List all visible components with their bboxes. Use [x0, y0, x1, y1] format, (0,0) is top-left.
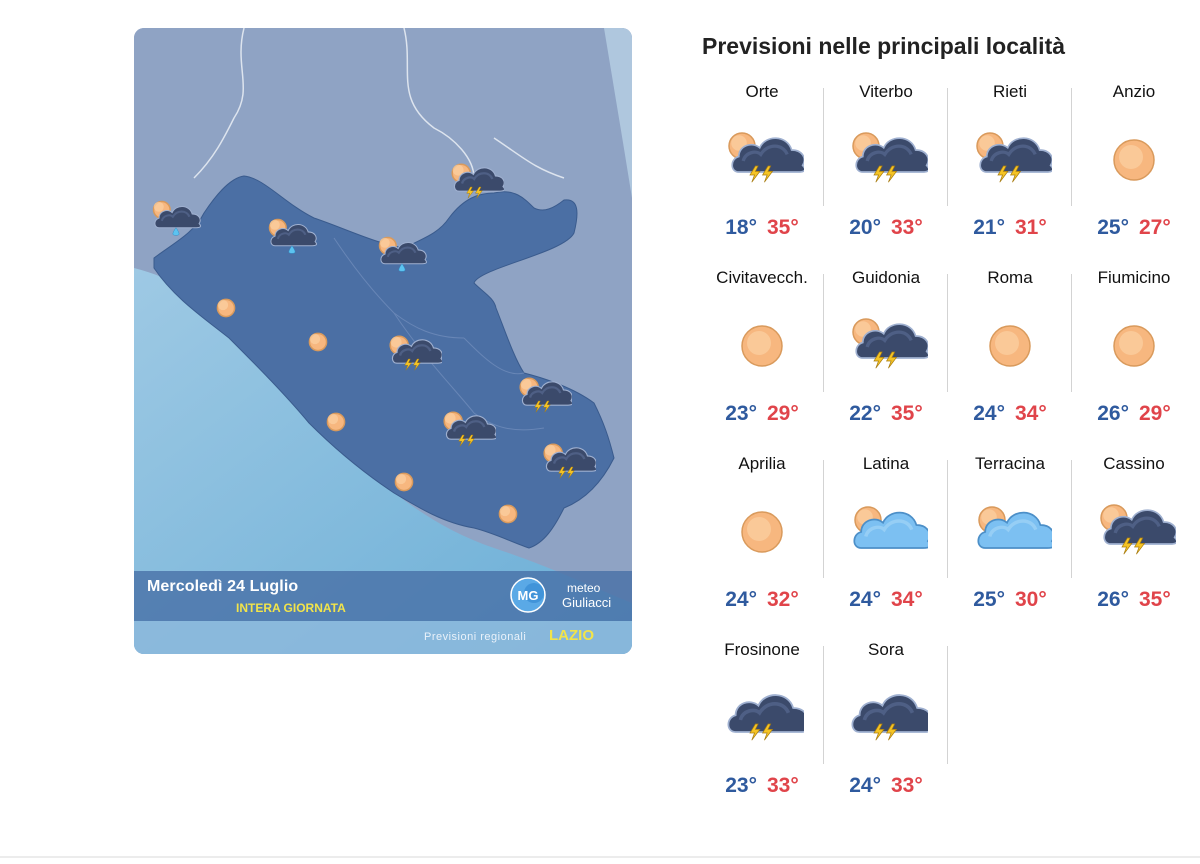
max-temperature: 35° [1139, 588, 1171, 611]
map-sun-icon [208, 290, 244, 326]
city-temperatures [700, 588, 824, 612]
max-temperature: 33° [767, 774, 799, 797]
city-name: Cassino [1103, 454, 1165, 473]
city-name: Orte [745, 82, 779, 101]
city-name: Latina [862, 454, 910, 473]
max-temperature: 32° [767, 588, 799, 611]
region-name: LAZIO [549, 627, 594, 644]
city-temperatures [700, 774, 824, 798]
brand-text-meteo: meteo [567, 581, 601, 595]
max-temperature: 31° [1015, 216, 1047, 239]
sun-icon [1092, 310, 1176, 382]
map-sun-icon [386, 464, 422, 500]
city-name: Aprilia [738, 454, 786, 473]
max-temperature: 29° [1139, 402, 1171, 425]
city-forecast-aprilia[interactable] [700, 448, 824, 634]
max-temperature: 27° [1139, 216, 1171, 239]
column-divider [947, 646, 948, 764]
city-temperatures [824, 588, 948, 612]
city-forecast-terracina[interactable] [948, 448, 1072, 634]
city-name: Frosinone [724, 640, 800, 659]
map-footer [134, 571, 632, 621]
city-name: Terracina [975, 454, 1045, 473]
bottom-divider [0, 856, 1200, 858]
max-temperature: 35° [767, 216, 799, 239]
map-sun-icon [490, 496, 526, 532]
min-temperature: 25° [1097, 216, 1129, 239]
region-prefix: Previsioni regionali [424, 631, 527, 643]
max-temperature: 35° [891, 402, 923, 425]
city-temperatures [1072, 216, 1196, 240]
city-name: Rieti [992, 82, 1027, 101]
min-temperature: 25° [973, 588, 1005, 611]
city-name: Civitavecch. [716, 268, 808, 287]
city-temperatures [824, 216, 948, 240]
min-temperature: 26° [1097, 588, 1129, 611]
sun-thunderstorm-icon [1092, 496, 1176, 568]
thunderstorm-icon [844, 682, 928, 754]
sun-thunderstorm-icon [844, 310, 928, 382]
sun-cloud-icon [968, 496, 1052, 568]
map-sun-icon [300, 324, 336, 360]
city-name: Roma [987, 268, 1033, 287]
city-forecast-fiumicino[interactable] [1072, 262, 1196, 448]
min-temperature: 22° [849, 402, 881, 425]
brand-text-giuliacci: Giuliacci [562, 595, 612, 610]
city-name: Anzio [1112, 82, 1156, 101]
city-forecast-frosinone[interactable] [700, 634, 824, 820]
sun-thunderstorm-icon [968, 124, 1052, 196]
map-sun-thunderstorm-icon [384, 330, 442, 380]
max-temperature: 33° [891, 774, 923, 797]
city-forecast-latina[interactable] [824, 448, 948, 634]
city-name: Fiumicino [1097, 268, 1171, 287]
regional-map [134, 28, 632, 654]
map-sun-rain-icon [374, 232, 432, 282]
forecast-date: Mercoledì 24 Luglio [147, 578, 299, 595]
city-temperatures [824, 774, 948, 798]
min-temperature: 18° [725, 216, 757, 239]
city-forecast-sora[interactable] [824, 634, 948, 820]
city-temperatures [948, 216, 1072, 240]
city-forecast-guidonia[interactable] [824, 262, 948, 448]
city-forecast-cassino[interactable] [1072, 448, 1196, 634]
max-temperature: 34° [1015, 402, 1047, 425]
city-temperatures [1072, 402, 1196, 426]
min-temperature: 24° [725, 588, 757, 611]
city-forecast-anzio[interactable] [1072, 76, 1196, 262]
city-name: Sora [868, 640, 904, 659]
city-name: Guidonia [851, 268, 921, 287]
map-sun-icon [318, 404, 354, 440]
city-forecast-rieti[interactable] [948, 76, 1072, 262]
max-temperature: 33° [891, 216, 923, 239]
logo-text: MG [517, 588, 539, 603]
sun-icon [720, 310, 804, 382]
meteo-giuliacci-logo-icon[interactable] [504, 573, 560, 613]
city-temperatures [700, 402, 824, 426]
sun-icon [720, 496, 804, 568]
map-sun-thunderstorm-icon [514, 372, 572, 422]
city-forecast-civitavecch[interactable] [700, 262, 824, 448]
map-region-bar [134, 621, 632, 654]
min-temperature: 24° [973, 402, 1005, 425]
city-forecast-roma[interactable] [948, 262, 1072, 448]
map-sun-rain-icon [264, 214, 322, 264]
max-temperature: 29° [767, 402, 799, 425]
min-temperature: 21° [973, 216, 1005, 239]
min-temperature: 26° [1097, 402, 1129, 425]
city-temperatures [1072, 588, 1196, 612]
sun-thunderstorm-icon [720, 124, 804, 196]
max-temperature: 30° [1015, 588, 1047, 611]
city-forecast-orte[interactable] [700, 76, 824, 262]
map-sun-thunderstorm-icon [446, 158, 504, 208]
map-sun-rain-icon [148, 196, 206, 246]
city-name: Viterbo [859, 82, 913, 101]
city-temperatures [824, 402, 948, 426]
max-temperature: 34° [891, 588, 923, 611]
city-temperatures [700, 216, 824, 240]
min-temperature: 24° [849, 588, 881, 611]
min-temperature: 24° [849, 774, 881, 797]
map-sun-thunderstorm-icon [438, 406, 496, 456]
sun-icon [1092, 124, 1176, 196]
thunderstorm-icon [720, 682, 804, 754]
forecast-title: Previsioni nelle principali località [702, 33, 1066, 59]
min-temperature: 23° [725, 774, 757, 797]
sun-cloud-icon [844, 496, 928, 568]
city-forecast-viterbo[interactable] [824, 76, 948, 262]
min-temperature: 20° [849, 216, 881, 239]
lazio-map-graphic [134, 28, 632, 654]
min-temperature: 23° [725, 402, 757, 425]
map-sun-thunderstorm-icon [538, 438, 596, 488]
city-temperatures [948, 588, 1072, 612]
sun-thunderstorm-icon [844, 124, 928, 196]
sun-icon [968, 310, 1052, 382]
forecast-period: INTERA GIORNATA [236, 601, 346, 615]
city-temperatures [948, 402, 1072, 426]
